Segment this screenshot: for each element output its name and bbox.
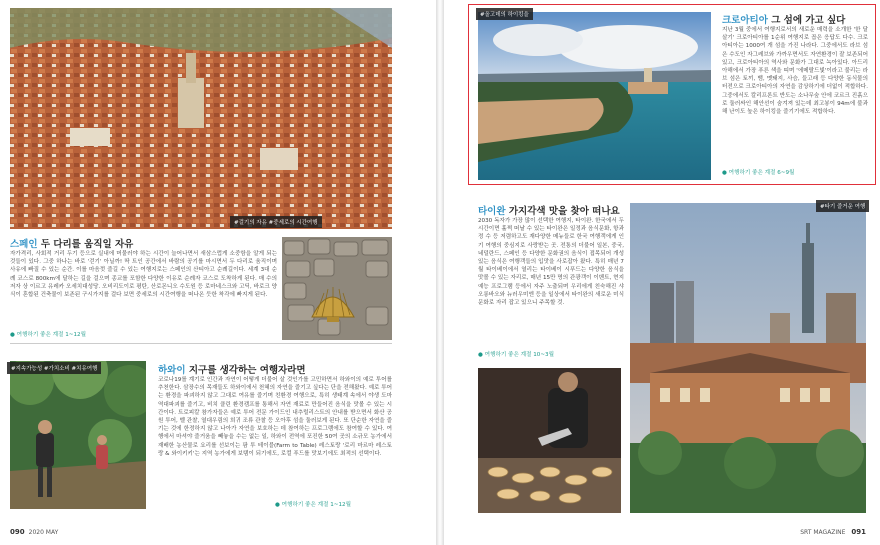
spain-heading — [10, 236, 133, 250]
cobblestone-illustration — [282, 237, 392, 340]
croatia-season: ● 여행하기 좋은 계절 6~9월 — [722, 170, 795, 176]
spain-title: 두 다리를 움직일 자유 — [37, 239, 134, 250]
croatia-keyword: 크로아티아 — [722, 15, 768, 26]
photo-hashtag: #걸기의 자유 #중세로의 시간여행 — [230, 216, 322, 228]
spain-season: ● 여행하기 좋은 계절 1~12월 — [10, 332, 86, 338]
croatia-body: 지난 3월 중에서 여행지로서의 새로운 매력을 소개한 '한 달 살기' 크로아티아를 1순위 여행지로 꼽은 응답도 다수. 크로아티아는 1000여 개 섬을 가진 나라다. 그중에서도 라브 섬은 수도인 자그레브와 가까우면서도 자연환경이 잘 보존되어 있고, 크로아티아의 역사와 문화가 그대로 녹아있다. 아드리아해에서 가장 푸른 색을 띠며 '에메랄드빛'이라고 불리는 라브 섬은 토끼, 뱀, 멧돼지, 사슴, 들고래 등 다양한 동식물의 터전으로 크로아티아의 자연을 감상하기에 더없이 적합하다. 그중에서도 칼리프론트 반도는 소나무숲 안에 코르크 진흙으로 둘러싸인 해안선이 숨겨져 있는데 최고봉이 94m에 불과해 난이도 높은 하이킹을 즐기기에도 적합하다. — [722, 27, 868, 116]
aerial-city-photo — [10, 8, 392, 229]
page-number-left: 090 — [10, 528, 25, 536]
rooftops-illustration — [10, 8, 392, 229]
croatia-heading — [722, 12, 845, 26]
street-food-photo — [478, 368, 621, 513]
spine-gutter — [436, 0, 444, 545]
magazine-label: SRT MAGAZINE — [800, 529, 846, 536]
taiwan-keyword: 타이완 — [478, 206, 506, 217]
skyline-illustration — [630, 203, 866, 513]
hawaii-season: ● 여행하기 좋은 계절 1~12월 — [275, 502, 351, 508]
hawaii-title: 지구를 생각하는 여행자라면 — [185, 365, 306, 376]
scallop-shell-photo — [282, 237, 392, 340]
taiwan-hashtag: #타기 즐거운 여행 — [816, 200, 869, 212]
left-page — [0, 0, 436, 545]
right-page — [444, 0, 880, 545]
hawaii-hikers-photo — [10, 361, 146, 509]
hawaii-keyword: 하와이 — [158, 365, 186, 376]
croatia-coast-photo — [478, 12, 711, 180]
page-number-right: 091 — [851, 528, 866, 536]
food-stall-illustration — [478, 368, 621, 513]
issue-label: 2020 MAY — [28, 529, 59, 536]
section-divider — [10, 343, 392, 344]
right-folio — [800, 528, 866, 536]
left-folio — [10, 528, 58, 536]
croatia-hashtag: #올고데의 하이킹을 — [476, 8, 533, 20]
taiwan-season: ● 여행하기 좋은 계절 10~3월 — [478, 352, 554, 358]
hawaii-body: 코로나19를 계기로 인간과 자연이 어떻게 더불어 살 것인가를 고민하면서 하와이의 예로 투어를 추천한다. 삼장수의 목재들도 하와이에서 천혜의 자연을 즐기고 싶다는 단을 전해왔다. 예로 투어는 환경을 파괴하지 않고 그대로 여유를 즐기며 친환경 여행으로, 특히 생태계 속에서 야생 도마 역대파괴를 즐기고, 비치 클린 환경캠프를 통해서 자연 재료로 만들어진 음식을 맛볼 수 있는 시간이다. 트로피칼 참가자들은 예로 투어 전문 가이드인 내추럴리스트의 안내를 받으면서 화산 공원 투어, 벨 관찰, 열대우림의 희귀 조류 관찰 등 오아후 섬을 둘러보게 된다. 또 단순한 자연을 즐기는 것에 한정하지 않고 나아가 자연을 보호하는 데 참여하는 프로그램에도 참여할 수 있다. 여행에서 마셔야 즐거움을 빼놓을 수는 없는 일, 하와이 전역에 포진한 50여 곳의 소규모 농가에서 재배한 농산물로 요리를 선보이는 팜 투 테이블(Farm to Table) 레스토랑 '로리 마르마 레스토랑 & 와이키키'는 지역 농가에게 보탬이 되기에도, 로컬 푸드를 맛보기에도 최적의 선택이다. — [158, 377, 392, 457]
spain-keyword: 스페인 — [10, 239, 38, 250]
spain-body: 자가격리, 사회적 거리 두기 등으로 실내에 머물러야 하는 시간이 늘어나면서 새삼스럽게 소중함을 알게 되는 것들이 있다. 그중 하나는 바로 '걷기' 아닐까! 딱 트인 공간에서 바람의 공기를 마시면서 두 다리로 움직이며 사유에 빠질 수 있는 순간. 이를 마음껏 즐길 수 있는 여행지로는 스페인의 산티아고 순례길이다. 세계 3대 순례 코스로 800km에 달하는 길을 걸으며 종교를 포함한 다양한 이유로 순례자 코스로 도착하게 된다. 매 수의 저자 상 이르고 유레카 오세치대성당. 오비리도이로 평탄, 산로몬니오 수도원 등 로마네스크와 고딕, 바로크 양식이 혼합된 건축물이 보존된 구시가지를 걸다 보면 중세로의 시간여행을 떠나온 듯한 착각에 빠지게 된다. — [10, 251, 277, 299]
forest-illustration — [10, 361, 146, 509]
croatia-title: 그 섬에 가고 싶다 — [767, 15, 846, 26]
taiwan-body: 2030 독자가 가장 많이 선택한 여행지, 타이완. 한국에서 두 시간이면 훌쩍 떠날 수 있는 타이완은 일정과 음식문화, 항과정 수 등 저렴하고도 재다양한 메뉴들로 한국 여행객에게 인기 여행의 중심지로 사랑받는 곳. 전통의 더불어 일본, 중국, 네덜란드, 스페인 등 다양한 문화권의 음식이 접목되어 개성 있는 음식은 여행객들의 입맛을 사로잡아 왔다. 특히 매년 7월 타이베이에서 열리는 타이베이 시푸드는 다양한 음식을 맛볼 수 있는 자리로, 매년 15만 명의 관광객이 이벤트, 현지 예능 프로그램 등에서 자주 노출되며 우리에게 친숙해진 샤오롱바오와 뉴러우미엔 등을 일상에서 타이완의 새로운 미식 문화로 자리 잡고 있으니 주목할 것. — [478, 218, 624, 307]
coastline-illustration — [478, 12, 711, 180]
hawaii-hashtag: #지속가능성 #가치소비 #치유여행 — [7, 362, 101, 374]
hawaii-heading — [158, 362, 306, 376]
taipei-skyline-photo — [630, 203, 866, 513]
taiwan-heading — [478, 203, 620, 217]
taiwan-title: 가지각색 맛을 찾아 떠나요 — [505, 206, 620, 217]
hiker-figure-2 — [96, 435, 108, 469]
